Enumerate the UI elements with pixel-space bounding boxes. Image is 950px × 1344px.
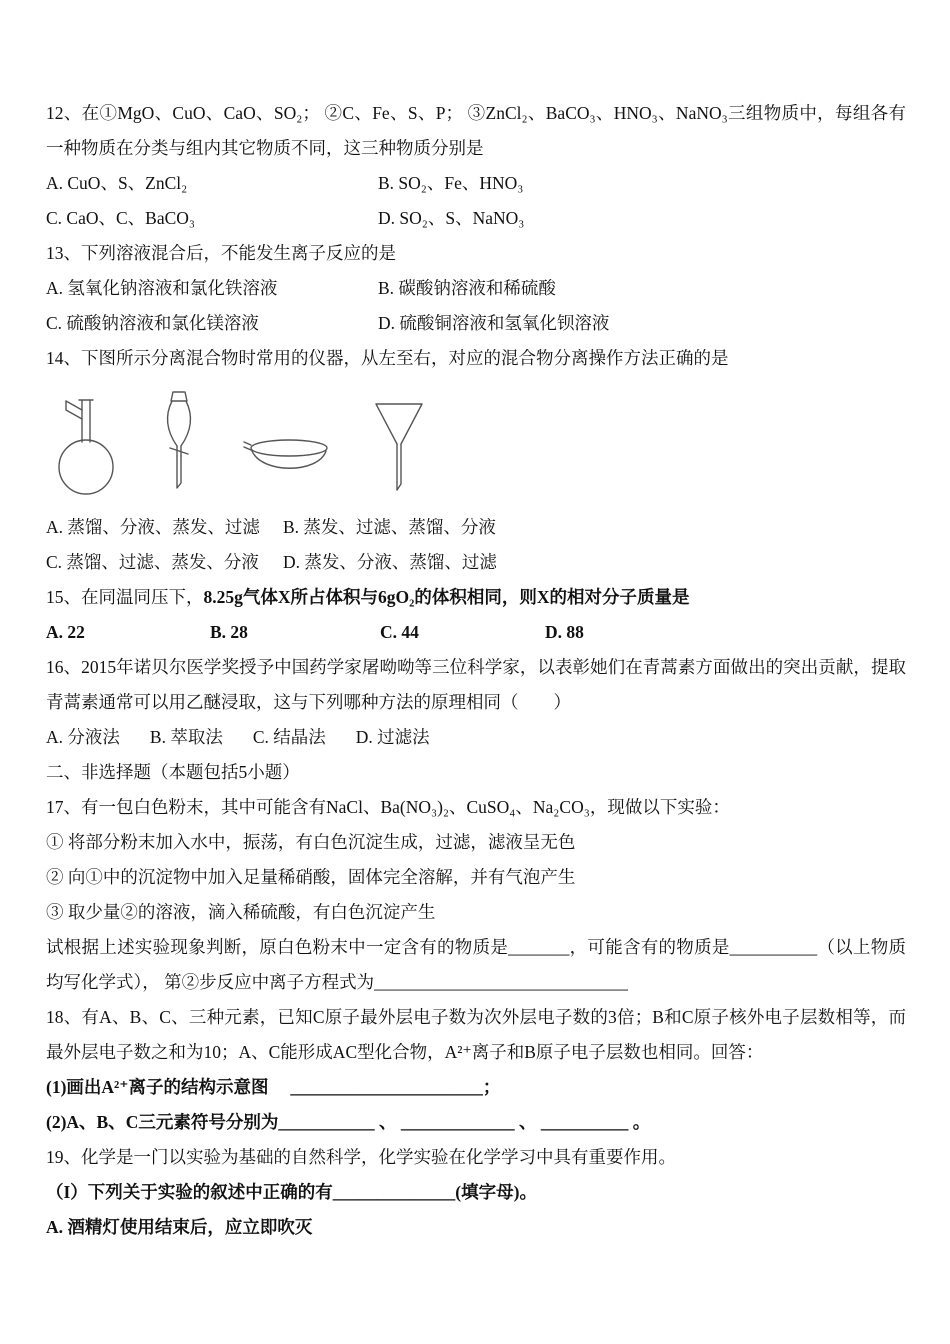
question-15 (46, 580, 906, 650)
question-13-option-a: A. 氢氧化钠溶液和氯化铁溶液 (46, 278, 278, 298)
question-17-step-1: ① 将部分粉末加入水中，振荡，有白色沉淀生成，过滤，滤液呈无色 (46, 832, 576, 852)
question-19-option-a: A. 酒精灯使用结束后，应立即吹灭 (46, 1217, 313, 1237)
question-19 (46, 1140, 906, 1245)
question-17-stem: 17、有一包白色粉末，其中可能含有NaCl、Ba(NO₃)₂、CuSO₄、Na₂CO₃，现做以下实验： (46, 797, 730, 817)
question-13-options-row-1 (46, 271, 906, 306)
apparatus-figure (46, 376, 906, 510)
question-14-option-c: C. 蒸馏、过滤、蒸发、分液 (46, 552, 259, 572)
question-15-stem-bold: 8.25g气体X所占体积与6gO₂的体积相同，则X的相对分子质量是 (203, 587, 690, 607)
question-16-option-d: D. 过滤法 (355, 727, 430, 747)
question-14 (46, 341, 906, 580)
question-14-stem: 14、下图所示分离混合物时常用的仪器，从左至右，对应的混合物分离操作方法正确的是 (46, 348, 729, 368)
question-17 (46, 790, 906, 1000)
question-16-option-c: C. 结晶法 (252, 727, 326, 747)
question-12-options-row-1 (46, 166, 906, 201)
question-18-stem: 18、有A、B、C、三种元素，已知C原子最外层电子数为次外层电子数的3倍；B和C原子核外电子层数相等，而最外层电子数之和为10；A、C能形成AC型化合物，A²⁺离子和B原子电子层数也相同。回答： (46, 1007, 906, 1062)
funnel-icon (372, 398, 426, 498)
question-15-option-d: D. 88 (545, 622, 584, 642)
separating-funnel-icon (156, 388, 202, 498)
question-15-options-row (46, 615, 906, 650)
question-14-options-row-1 (46, 510, 906, 545)
question-12-option-d: D. SO₂、S、NaNO₃ (378, 208, 525, 228)
question-17-conclusion: 试根据上述实验现象判断，原白色粉末中一定含有的物质是_______，可能含有的物质是__________（以上物质均写化学式）， 第②步反应中离子方程式为_____________________________ (46, 937, 906, 992)
question-12-option-c: C. CaO、C、BaCO₃ (46, 208, 196, 228)
question-12-option-b: B. SO₂、Fe、HNO₃ (378, 173, 524, 193)
question-12-option-a: A. CuO、S、ZnCl₂ (46, 173, 188, 193)
question-14-option-a: A. 蒸馏、分液、蒸发、过滤 (46, 517, 260, 537)
question-12 (46, 96, 906, 236)
question-16-stem: 16、2015年诺贝尔医学奖授予中国药学家屠呦呦等三位科学家，以表彰她们在青蒿素方面做出的突出贡献，提取青蒿素通常可以用乙醚浸取，这与下列哪种方法的原理相同（ ） (46, 657, 906, 712)
question-16-option-b: B. 萃取法 (149, 727, 223, 747)
question-13-option-d: D. 硫酸铜溶液和氢氧化钡溶液 (378, 313, 610, 333)
section-2-header: 二、非选择题（本题包括5小题） (46, 762, 300, 782)
question-17-step-2: ② 向①中的沉淀物中加入足量稀硝酸，固体完全溶解，并有气泡产生 (46, 867, 576, 887)
question-12-stem: 12、在①MgO、CuO、CaO、SO₂； ②C、Fe、S、P； ③ZnCl₂、BaCO₃、HNO₃、NaNO₃三组物质中，每组各有一种物质在分类与组内其它物质不同，这三种物质分别是 (46, 103, 906, 158)
question-18-part-2: (2)A、B、C三元素符号分别为___________ 、 _____________ 、 __________ 。 (46, 1112, 651, 1132)
question-17-step-3: ③ 取少量②的溶液，滴入稀硫酸，有白色沉淀产生 (46, 902, 436, 922)
question-13-option-c: C. 硫酸钠溶液和氯化镁溶液 (46, 313, 259, 333)
question-16-options-row (46, 720, 906, 755)
question-15-stem (46, 580, 906, 615)
question-13 (46, 236, 906, 341)
question-19-stem: 19、化学是一门以实验为基础的自然科学，化学实验在化学学习中具有重要作用。 (46, 1147, 676, 1167)
question-15-stem-prefix: 15、在同温同压下， (46, 587, 204, 607)
question-14-option-d: D. 蒸发、分液、蒸馏、过滤 (283, 552, 497, 572)
question-19-part-1: （I）下列关于实验的叙述中正确的有______________(填字母)。 (46, 1182, 537, 1202)
question-12-options-row-2 (46, 201, 906, 236)
question-14-options-row-2 (46, 545, 906, 580)
question-18 (46, 1000, 906, 1140)
question-13-options-row-2 (46, 306, 906, 341)
question-15-option-b: B. 28 (210, 622, 248, 642)
question-14-option-b: B. 蒸发、过滤、蒸馏、分液 (283, 517, 496, 537)
question-16 (46, 650, 906, 755)
question-13-option-b: B. 碳酸钠溶液和稀硫酸 (378, 278, 556, 298)
question-13-stem: 13、下列溶液混合后，不能发生离子反应的是 (46, 243, 396, 263)
question-18-part-1: (1)画出A²⁺离子的结构示意图 ______________________； (46, 1077, 501, 1097)
question-15-option-c: C. 44 (380, 622, 419, 642)
question-16-option-a: A. 分液法 (46, 727, 120, 747)
question-15-option-a: A. 22 (46, 622, 85, 642)
distillation-flask-icon (56, 390, 116, 498)
evaporating-dish-icon (242, 432, 332, 480)
